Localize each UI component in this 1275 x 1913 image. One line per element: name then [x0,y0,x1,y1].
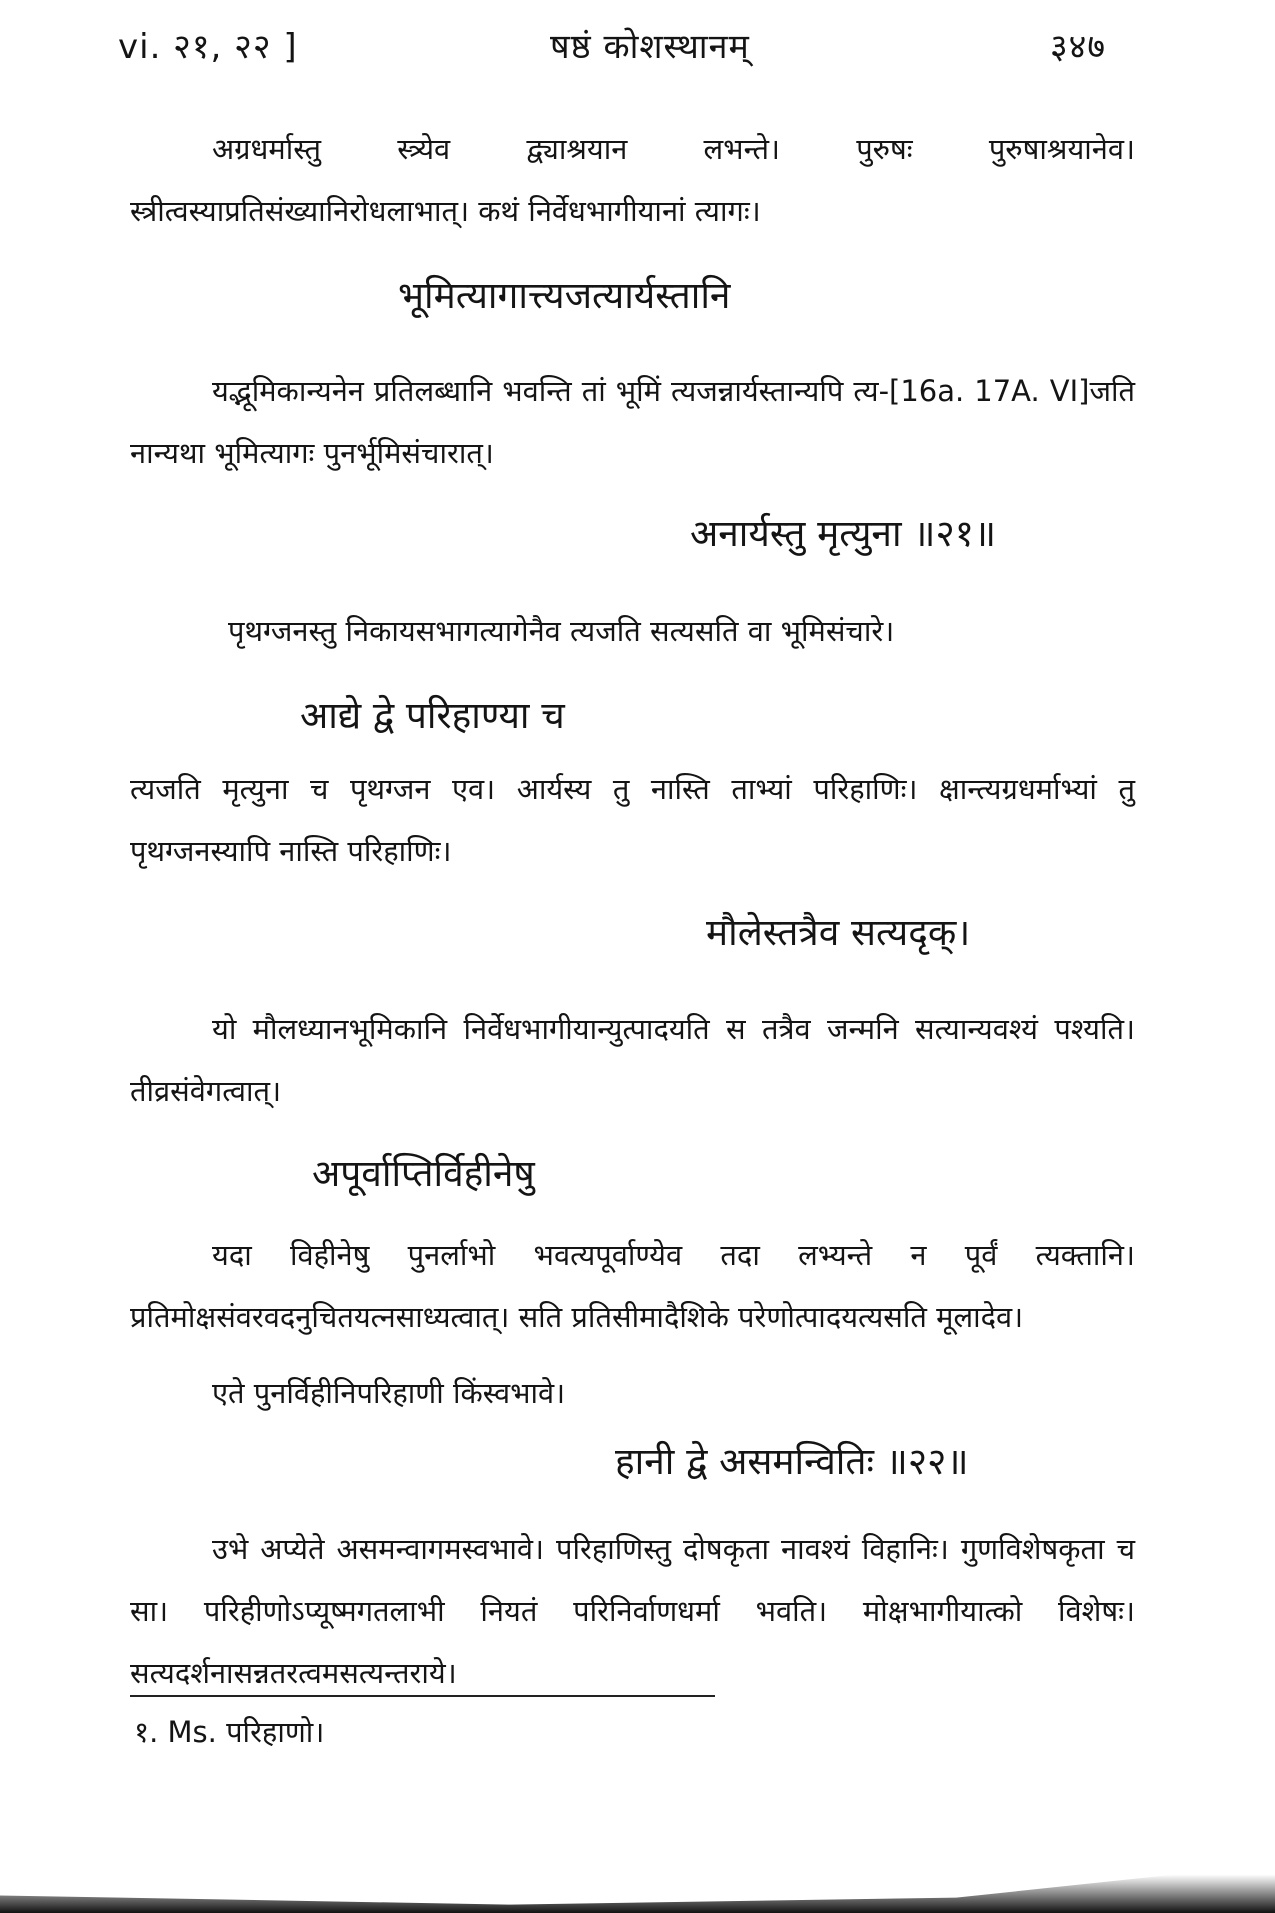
running-head-title: षष्ठं कोशस्थानम् [550,27,750,67]
commentary-paragraph: यद्भूमिकान्यनेन प्रतिलब्धानि भवन्ति तां भूमिं त्यजन्नार्यस्तान्यपि त्य-[16a. 17A. VI]जति नान्यथा भूमित्यागः पुनर्भूमिसंचारात्। [130,374,1135,470]
commentary-paragraph: यदा विहीनेषु पुनर्लाभो भवत्यपूर्वाण्येव तदा लभ्यन्ते न पूर्वं त्यक्तानि। प्रतिमोक्षसंवरवदनुचितयत्नसाध्यत्वात्। सति प्रतिसीमादैशिके परेणोत्पादयत्यसति मूलादेव। [130,1238,1135,1334]
footnote: १. Ms. परिहाणो। [134,1715,325,1749]
running-head-verse-ref: vi. २१, २२ ] [118,27,298,67]
scan-edge-shadow [0,1843,1275,1913]
verse-line: मौलेस्तत्रैव सत्यदृक्। [706,911,971,954]
footnote-rule [130,1695,715,1697]
verse-line: अनार्यस्तु मृत्युना ॥२१॥ [690,512,997,555]
commentary-paragraph: यो मौलध्यानभूमिकानि निर्वेधभागीयान्युत्पादयति स तत्रैव जन्मनि सत्यान्यवश्यं पश्यति। तीव्रसंवेगत्वात्। [130,1012,1135,1108]
page-number: ३४७ [1050,27,1107,67]
commentary-paragraph: त्यजति मृत्युना च पृथग्जन एव। आर्यस्य तु नास्ति ताभ्यां परिहाणिः। क्षान्त्यग्रधर्माभ्यां तु पृथग्जनस्यापि नास्ति परिहाणिः। [130,772,1135,868]
verse-line: भूमित्यागात्त्यजत्यार्यस्तानि [398,274,731,317]
verse-line: हानी द्वे असमन्वितिः ॥२२॥ [615,1440,969,1483]
verse-line: अपूर्वाप्तिर्विहीनेषु [312,1152,535,1195]
commentary-paragraph: पृथग्जनस्तु निकायसभागत्यागेनैव त्यजति सत्यसति वा भूमिसंचारे। [228,614,895,648]
verse-line: आद्ये द्वे परिहाण्या च [300,694,565,737]
commentary-paragraph: अग्रधर्मास्तु स्त्र्येव द्व्याश्रयान लभन्ते। पुरुषः पुरुषाश्रयानेव। स्त्रीत्वस्याप्रतिसंख्यानिरोधलाभात्। कथं निर्वेधभागीयानां त्यागः। [130,132,1135,228]
commentary-paragraph: एते पुनर्विहीनिपरिहाणी किंस्वभावे। [212,1376,566,1410]
commentary-paragraph: उभे अप्येते असमन्वागमस्वभावे। परिहाणिस्तु दोषकृता नावश्यं विहानिः। गुणविशेषकृता च सा। परिहीणोऽप्यूष्मगतलाभी नियतं परिनिर्वाणधर्मा भवति। मोक्षभागीयात्को विशेषः। सत्यदर्शनासन्नतरत्वमसत्यन्तराये। [130,1532,1135,1690]
